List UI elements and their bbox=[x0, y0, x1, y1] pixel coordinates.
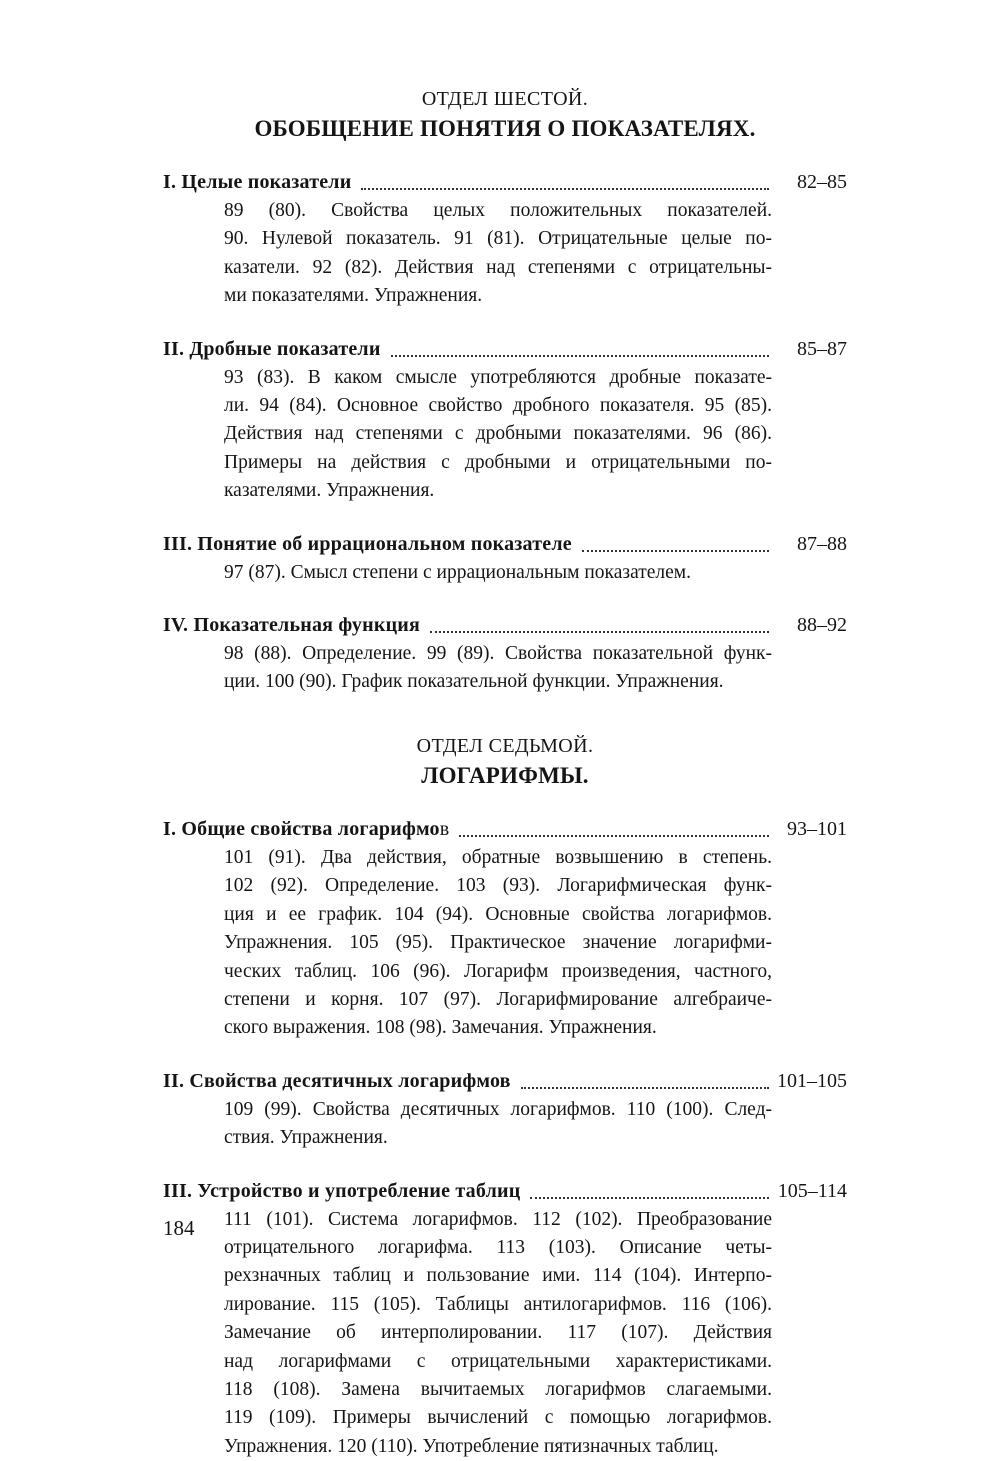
description-line: 111 (101). Система логарифмов. 112 (102). Преобразование bbox=[224, 1208, 772, 1230]
description-line: 93 (83). В каком смысле употребляются дробные показате- bbox=[224, 366, 772, 388]
dot-leader bbox=[521, 1087, 769, 1089]
page-number: 184 bbox=[163, 1216, 195, 1240]
toc-entry bbox=[163, 168, 847, 311]
toc-entry-pages: 101–105 bbox=[777, 1069, 847, 1092]
table-of-contents bbox=[163, 86, 847, 1461]
description-line: ского выражения. 108 (98). Замечания. Упражнения. bbox=[224, 1017, 657, 1039]
toc-entry-head bbox=[163, 1177, 847, 1205]
section-kicker: ОТДЕЛ ШЕСТОЙ. bbox=[421, 88, 589, 110]
toc-entry-head bbox=[163, 611, 847, 639]
description-line: ции. 100 (90). График показательной функции. Упражнения. bbox=[224, 671, 724, 693]
toc-entry-title: I. Целые показатели bbox=[163, 171, 352, 193]
description-line: Действия над степенями с дробными показателями. 96 (86). bbox=[224, 423, 772, 445]
description-line: ли. 94 (84). Основное свойство дробного показателя. 95 (85). bbox=[224, 395, 772, 417]
section-kicker: ОТДЕЛ СЕДЬМОЙ. bbox=[416, 734, 594, 757]
description-line: 89 (80). Свойства целых положительных показателей. bbox=[224, 200, 772, 221]
dot-leader bbox=[391, 355, 769, 357]
description-line: над логарифмами с отрицательными характеристиками. bbox=[224, 1350, 772, 1372]
toc-entry-pages: 82–85 bbox=[797, 171, 847, 193]
description-line: 119 (109). Примеры вычислений с помощью логарифмов. bbox=[224, 1407, 772, 1429]
description-line: 101 (91). Два действия, обратные возвышению в степень. bbox=[224, 846, 772, 868]
dot-leader bbox=[430, 631, 769, 633]
description-line: казатели. 92 (82). Действия над степенями с отрицательны- bbox=[224, 256, 772, 278]
toc-entry bbox=[163, 1067, 847, 1153]
toc-entry-title: II. Дробные показатели bbox=[163, 337, 381, 360]
description-line: 98 (88). Определение. 99 (89). Свойства показательной функ- bbox=[224, 643, 772, 665]
description-line: 102 (92). Определение. 103 (93). Логарифмическая функ- bbox=[224, 875, 772, 897]
toc-entry-description bbox=[224, 197, 772, 311]
description-line: степени и корня. 107 (97). Логарифмирование алгебраиче- bbox=[224, 988, 772, 1010]
description-line: 118 (108). Замена вычитаемых логарифмов слагаемыми. bbox=[224, 1378, 772, 1400]
dot-leader bbox=[361, 188, 769, 190]
toc-entry-title: IV. Показательная функция bbox=[163, 614, 421, 637]
dot-leader bbox=[530, 1197, 769, 1199]
description-line: Упражнения. 120 (110). Употребление пятизначных таблиц. bbox=[224, 1435, 719, 1457]
description-line: отрицательного логарифма. 113 (103). Описание четы- bbox=[224, 1236, 772, 1258]
toc-entry-title: I. Общие свойства логарифмо bbox=[163, 817, 440, 840]
toc-section-seven bbox=[163, 733, 847, 1461]
toc-entry-head bbox=[163, 168, 847, 196]
section-header bbox=[163, 733, 847, 791]
section-header bbox=[163, 86, 847, 144]
toc-entry-title: II. Свойства десятичных логарифмов bbox=[163, 1069, 511, 1092]
toc-entry-head bbox=[163, 335, 847, 363]
toc-entry-description bbox=[224, 640, 772, 697]
description-line: ми показателями. Упражнения. bbox=[224, 285, 483, 307]
description-line: ция и ее график. 104 (94). Основные свойства логарифмов. bbox=[224, 903, 772, 925]
toc-entry-pages: 88–92 bbox=[797, 614, 847, 637]
description-line: лирование. 115 (105). Таблицы антилогарифмов. 116 (106). bbox=[224, 1293, 772, 1315]
section-title: ОБОБЩЕНИЕ ПОНЯТИЯ О ПОКАЗАТЕЛЯХ. bbox=[254, 116, 756, 141]
toc-entry-description bbox=[224, 1206, 772, 1461]
toc-entry-description bbox=[224, 559, 772, 587]
toc-entry-head bbox=[163, 815, 847, 843]
toc-entry bbox=[163, 530, 847, 587]
toc-entry-title-tail: в bbox=[439, 817, 450, 840]
toc-entry-title: III. Устройство и употребление таблиц bbox=[163, 1179, 521, 1202]
toc-entry bbox=[163, 1177, 847, 1461]
toc-entry-pages: 93–101 bbox=[787, 817, 847, 840]
toc-entry-pages: 105–114 bbox=[777, 1179, 847, 1202]
description-line: 109 (99). Свойства десятичных логарифмов. 110 (100). След- bbox=[224, 1098, 772, 1120]
description-line: рехзначных таблиц и пользование ими. 114 (104). Интерпо- bbox=[224, 1265, 772, 1287]
dot-leader bbox=[582, 550, 769, 552]
description-line: ческих таблиц. 106 (96). Логарифм произведения, частного, bbox=[224, 960, 772, 982]
description-line: казателями. Упражнения. bbox=[224, 480, 435, 502]
toc-entry-description bbox=[224, 844, 772, 1043]
toc-entry-title: III. Понятие об иррациональном показателе bbox=[163, 532, 572, 555]
description-line: ствия. Упражнения. bbox=[224, 1127, 388, 1149]
description-line: Замечание об интерполировании. 117 (107). Действия bbox=[224, 1322, 772, 1344]
toc-entry-description bbox=[224, 1096, 772, 1153]
description-line: Примеры на действия с дробными и отрицательными по- bbox=[224, 451, 772, 473]
toc-entry-head bbox=[163, 530, 847, 558]
description-line: 90. Нулевой показатель. 91 (81). Отрицательные целые по- bbox=[224, 228, 772, 250]
description-line: Упражнения. 105 (95). Практическое значение логарифми- bbox=[224, 932, 772, 954]
toc-entry-description bbox=[224, 364, 772, 506]
toc-entry-head bbox=[163, 1067, 847, 1095]
description-line: 97 (87). Смысл степени с иррациональным показателем. bbox=[224, 561, 692, 583]
section-title: ЛОГАРИФМЫ. bbox=[421, 762, 589, 788]
toc-entry-pages: 87–88 bbox=[797, 532, 847, 555]
toc-entry bbox=[163, 611, 847, 697]
dot-leader bbox=[459, 835, 769, 837]
toc-section-six bbox=[163, 86, 847, 697]
toc-entry bbox=[163, 335, 847, 506]
toc-entry bbox=[163, 815, 847, 1043]
toc-entry-pages: 85–87 bbox=[797, 337, 847, 360]
